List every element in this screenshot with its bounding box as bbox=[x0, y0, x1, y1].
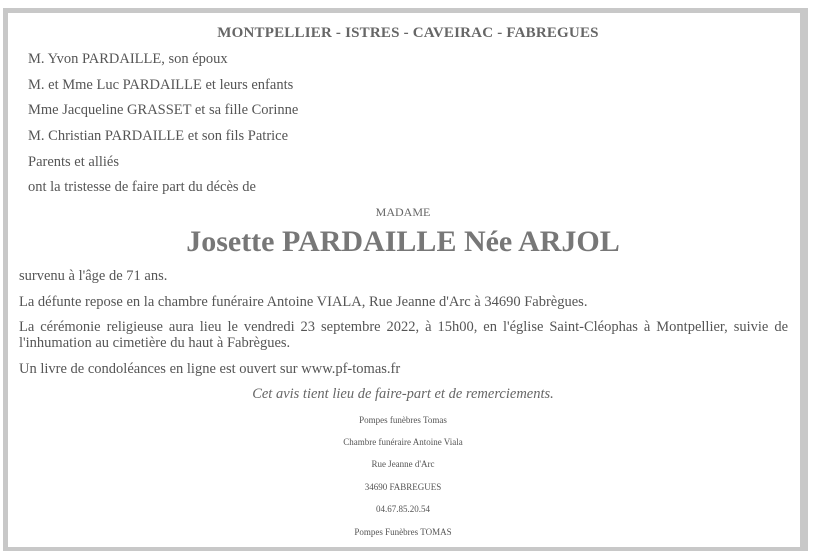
family-line-4: M. Christian PARDAILLE et son fils Patrice bbox=[28, 128, 289, 144]
family-line-5: Parents et alliés bbox=[28, 154, 120, 170]
closing-note: Cet avis tient lieu de faire-part et de remerciements. bbox=[252, 386, 554, 402]
family-line-2: M. et Mme Luc PARDAILLE et leurs enfants bbox=[28, 77, 294, 93]
footer-line-2: Chambre funéraire Antoine Viala bbox=[343, 437, 463, 447]
notice-header: MONTPELLIER - ISTRES - CAVEIRAC - FABREGUES bbox=[217, 25, 599, 41]
condolences-paragraph: Un livre de condoléances en ligne est ouvert sur www.pf-tomas.fr bbox=[19, 361, 401, 377]
footer-line-6: Pompes Funèbres TOMAS bbox=[354, 527, 452, 537]
footer-line-4: 34690 FABREGUES bbox=[364, 482, 442, 492]
deceased-name: Josette PARDAILLE Née ARJOL bbox=[186, 225, 620, 258]
deceased-title: MADAME bbox=[375, 205, 431, 219]
ceremony-paragraph: La cérémonie religieuse aura lieu le vendredi 23 septembre 2022, à 15h00, en l'église Saint-Cléophas à Montpellier, suivie de l'inhumation au cimetière du haut à Fabrègues. bbox=[19, 319, 788, 351]
family-line-1: M. Yvon PARDAILLE, son époux bbox=[28, 51, 228, 67]
footer-line-1: Pompes funèbres Tomas bbox=[359, 415, 447, 425]
footer-line-3: Rue Jeanne d'Arc bbox=[371, 459, 435, 469]
footer-phone: 04.67.85.20.54 bbox=[376, 504, 430, 514]
age-paragraph: survenu à l'âge de 71 ans. bbox=[19, 268, 168, 284]
announcement-line: ont la tristesse de faire part du décès de bbox=[28, 179, 256, 195]
rest-place-paragraph: La défunte repose en la chambre funéraire Antoine VIALA, Rue Jeanne d'Arc à 34690 Fabrègues. bbox=[19, 294, 588, 310]
family-line-3: Mme Jacqueline GRASSET et sa fille Corinne bbox=[28, 102, 299, 118]
